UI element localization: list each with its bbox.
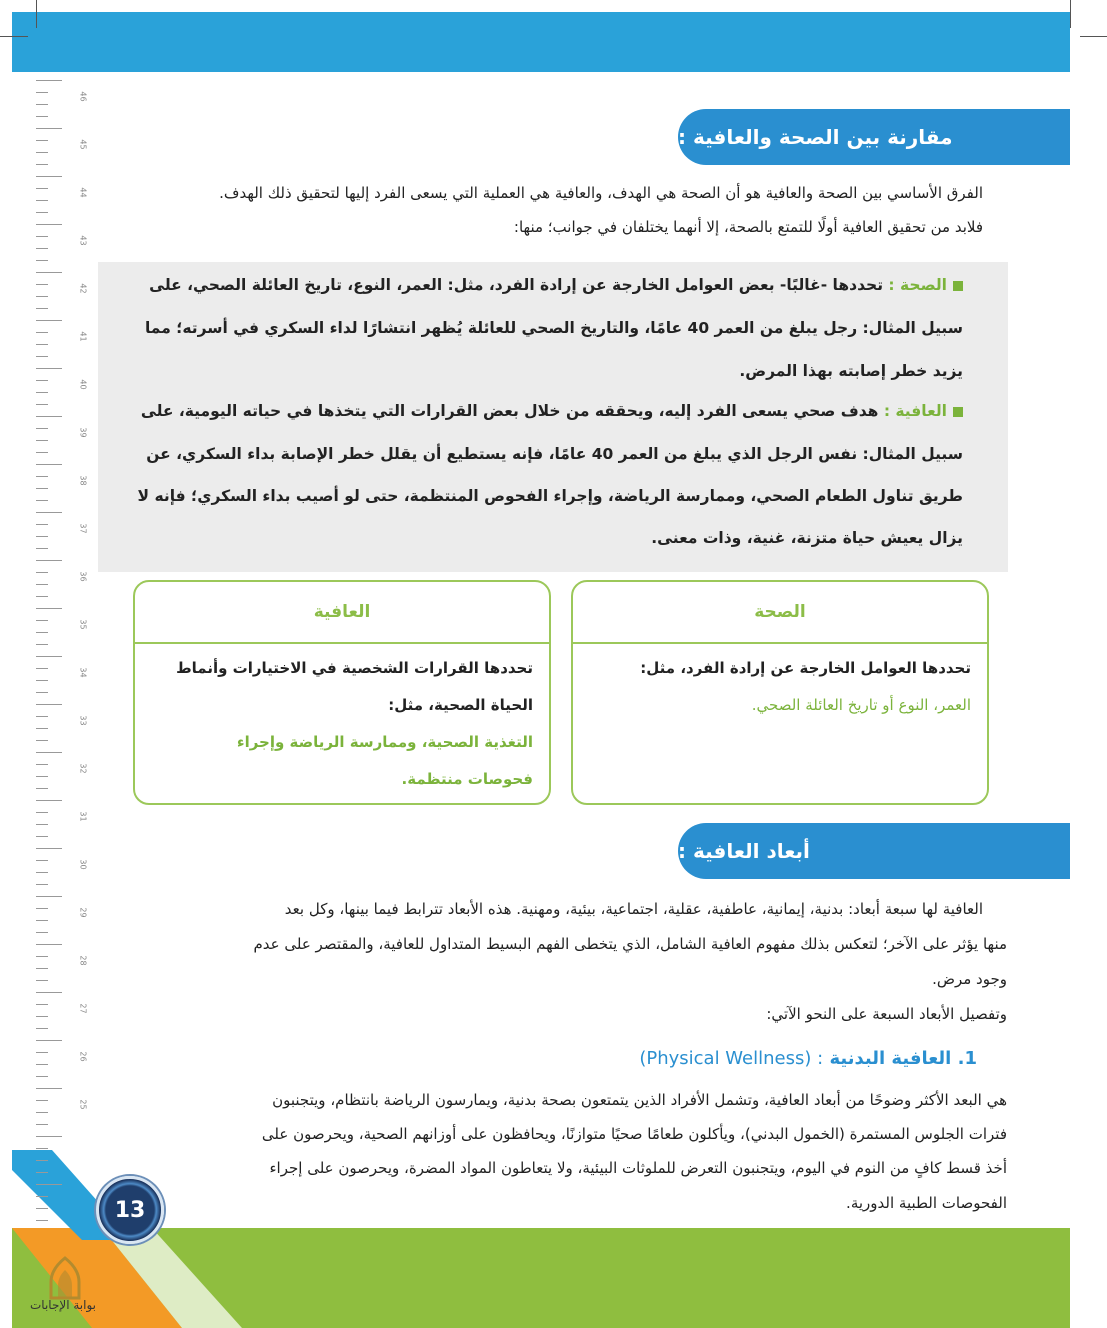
ruler-tick [36,956,48,957]
ruler-tick [36,80,62,81]
ruler-tick [36,116,48,117]
ruler-label: 25 [78,1099,88,1110]
physical-line: الفحوصات الطبية الدورية. [846,1194,1007,1212]
ruler-tick [36,1160,48,1161]
ruler-tick [36,284,48,285]
ruler-tick [36,848,62,849]
ruler-tick [36,524,48,525]
ruler-tick [36,452,48,453]
ruler-tick [36,1136,62,1137]
ruler-tick [36,728,48,729]
item-title: العافية البدنية [829,1048,952,1069]
ruler-tick [36,200,48,201]
ruler-label: 44 [78,187,88,198]
ruler-tick [36,212,48,213]
card-health [571,580,989,805]
page-number-badge [96,1176,164,1244]
card-text: تحددها العوامل الخارجة عن إرادة الفرد، مثل: [640,659,971,677]
card-text: الحياة الصحية، مثل: [388,696,533,714]
ruler-tick [36,236,48,237]
wellness-line: طريق تناول الطعام الصحي، وممارسة الرياضة، وإجراء الفحوص المنتظمة، حتى لو أصيب بداء السكري؛ فإنه لا [137,487,963,505]
health-term: الصحة : [888,276,947,294]
item-number: 1. [957,1048,977,1069]
top-color-band [12,12,1070,72]
ruler-tick [36,860,48,861]
physical-line: فترات الجلوس المستمرة (الخمول البدني)، ويأكلون طعامًا صحيًا متوازنًا، ويحافظون على أوزانهم الصحية، ويحرصون على [261,1125,1007,1143]
ruler-tick [36,800,62,801]
ruler-tick [36,104,48,105]
physical-line: أخذ قسط كافٍ من النوم في اليوم، ويتجنبون التعرض للملوثات البيئية، ولا يتعاطون المواد المضرة، ويحرصون على إجراء [269,1159,1007,1177]
ruler-label: 29 [78,907,88,918]
ruler-tick [36,980,48,981]
dimensions-line: وجود مرض. [932,970,1007,988]
ruler-tick [36,332,48,333]
ruler-tick [36,1124,48,1125]
ruler-tick [36,1016,48,1017]
ruler-tick [36,920,48,921]
card-text: تحددها القرارات الشخصية في الاختيارات وأنماط [176,659,533,677]
ruler-tick [36,752,62,753]
ruler-tick [36,1208,48,1209]
ruler-label: 28 [78,955,88,966]
crop-mark [36,0,37,28]
ruler-tick [36,164,48,165]
ruler-label: 30 [78,859,88,870]
ruler-tick [36,1064,48,1065]
ruler-tick [36,668,48,669]
item-english-title: (Physical Wellness) : [639,1048,824,1069]
ruler-label: 33 [78,715,88,726]
section-title: أبعاد العافية : [678,839,810,863]
ruler-tick [36,320,62,321]
card-title: الصحة [573,582,987,644]
ruler-label: 34 [78,667,88,678]
ruler-tick [36,488,48,489]
ruler-label: 31 [78,811,88,822]
card-example: التغذية الصحية، وممارسة الرياضة وإجراء [236,733,533,751]
wellness-line: سبيل المثال: نفس الرجل الذي يبلغ من العمر 40 عامًا، فإنه يستطيع أن يقلل خطر الإصابة بداء السكري، عن [146,445,963,463]
wellness-line: يزال يعيش حياة متزنة، غنية، وذات معنى. [651,529,963,547]
ruler-tick [36,1196,48,1197]
ruler-tick [36,260,48,261]
ruler-tick [36,1028,48,1029]
ruler-tick [36,404,48,405]
ruler-tick [36,656,62,657]
ruler-tick [36,596,48,597]
ruler-tick [36,932,48,933]
ruler-tick [36,1112,48,1113]
bullet-icon [953,281,963,291]
physical-line: هي البعد الأكثر وضوحًا من أبعاد العافية، وتشمل الأفراد الذين يتمتعون بصحة بدنية، ويمارسون الرياضة بانتظام، ويتجنبون [272,1091,1007,1109]
ruler-tick [36,584,48,585]
ruler-label: 42 [78,283,88,294]
ruler-tick [36,944,62,945]
ruler-tick [36,644,48,645]
health-definition [149,276,963,294]
ruler-tick [36,716,48,717]
health-line: يزيد خطر إصابته بهذا المرض. [739,362,963,380]
ruler-tick [36,440,48,441]
dimensions-line: العافية لها سبعة أبعاد: بدنية، إيمانية، عاطفية، عقلية، اجتماعية، بيئية، ومهنية. هذه الأبعاد تترابط فيما بينها، وكل بعد [284,900,983,918]
ruler-tick [36,572,48,573]
ruler-label: 38 [78,475,88,486]
bottom-color-band [12,1228,1070,1328]
ruler-label: 36 [78,571,88,582]
section-header-comparison [678,109,1070,165]
intro-line-1: الفرق الأساسي بين الصحة والعافية هو أن الصحة هي الهدف، والعافية هي العملية التي يسعى الفرد إليها لتحقيق ذلك الهدف. [219,184,983,202]
ruler-tick [36,1052,48,1053]
ruler-tick [36,1100,48,1101]
ruler-tick [36,272,62,273]
ruler-tick [36,1088,62,1089]
page-number: 13 [114,1197,146,1223]
ruler-tick [36,836,48,837]
ruler-tick [36,1172,48,1173]
card-title: العافية [135,582,549,644]
ruler-label: 26 [78,1051,88,1062]
ruler-tick [36,872,48,873]
margin-ruler [36,80,96,1230]
ruler-tick [36,92,48,93]
ruler-tick [36,464,62,465]
ruler-tick [36,692,48,693]
ruler-label: 41 [78,331,88,342]
ruler-tick [36,908,48,909]
ruler-tick [36,884,48,885]
ruler-tick [36,1184,62,1185]
ruler-label: 27 [78,1003,88,1014]
ruler-tick [36,608,62,609]
ruler-tick [36,812,48,813]
ruler-label: 46 [78,91,88,102]
intro-line-2: فلابد من تحقيق العافية أولًا للتمتع بالصحة، إلا أنهما يختلفان في جوانب؛ منها: [513,218,983,236]
ruler-tick [36,500,48,501]
crop-mark [0,36,28,37]
ruler-label: 40 [78,379,88,390]
ruler-tick [36,416,62,417]
ruler-tick [36,296,48,297]
wellness-line: هدف صحي يسعى الفرد إليه، ويحققه من خلال بعض القرارات التي يتخذها في حياته اليومية، على [140,402,879,420]
ruler-tick [36,824,48,825]
ruler-label: 45 [78,139,88,150]
ruler-tick [36,188,48,189]
ruler-tick [36,1220,48,1221]
ruler-tick [36,764,48,765]
ruler-tick [36,248,48,249]
ruler-tick [36,1040,62,1041]
ruler-tick [36,620,48,621]
crop-mark [1080,36,1107,37]
section-header-dimensions [678,823,1070,879]
health-line: تحددها -غالبًا- بعض العوامل الخارجة عن إرادة الفرد، مثل: العمر، النوع، تاريخ العائلة الصحي، على [149,276,884,294]
ruler-tick [36,368,62,369]
wellness-definition [141,402,963,420]
ruler-tick [36,1004,48,1005]
ruler-tick [36,1076,48,1077]
ruler-label: 39 [78,427,88,438]
ruler-tick [36,140,48,141]
ruler-tick [36,536,48,537]
ruler-tick [36,128,62,129]
ruler-tick [36,632,48,633]
ruler-tick [36,560,62,561]
ruler-tick [36,428,48,429]
ruler-tick [36,176,62,177]
ruler-tick [36,788,48,789]
ruler-tick [36,224,62,225]
ruler-tick [36,476,48,477]
mosque-logo-icon [45,1256,85,1300]
ruler-tick [36,1148,48,1149]
health-line: سبيل المثال: رجل يبلغ من العمر 40 عامًا، والتاريخ الصحي للعائلة يُظهر انتشارًا لداء السكري في أسرته؛ مما [144,319,963,337]
ruler-tick [36,992,62,993]
ruler-tick [36,392,48,393]
ruler-tick [36,680,48,681]
physical-wellness-heading [639,1048,977,1069]
bullet-icon [953,407,963,417]
ruler-tick [36,968,48,969]
card-example: فحوصات منتظمة. [401,770,533,788]
ruler-label: 43 [78,235,88,246]
ruler-label: 35 [78,619,88,630]
crop-mark [1070,0,1071,28]
ruler-tick [36,896,62,897]
section-title: مقارنة بين الصحة والعافية : [678,125,953,149]
ruler-tick [36,740,48,741]
ruler-tick [36,308,48,309]
ruler-tick [36,512,62,513]
watermark-text: بوابة الإجابات [30,1298,97,1312]
ruler-tick [36,704,62,705]
ruler-tick [36,152,48,153]
wellness-term: العافية : [883,402,947,420]
card-wellness [133,580,551,805]
ruler-tick [36,356,48,357]
ruler-tick [36,344,48,345]
card-example: العمر، النوع أو تاريخ العائلة الصحي. [751,696,971,714]
dimensions-line: منها يؤثر على الآخر؛ لتعكس بذلك مفهوم العافية الشامل، الذي يتخطى الفهم البسيط المتداول للعافية، والمقتصر على عدم [253,935,1007,953]
ruler-label: 37 [78,523,88,534]
ruler-tick [36,548,48,549]
ruler-label: 32 [78,763,88,774]
dimensions-line: وتفصيل الأبعاد السبعة على النحو الآتي: [766,1005,1007,1023]
ruler-tick [36,776,48,777]
ruler-tick [36,380,48,381]
